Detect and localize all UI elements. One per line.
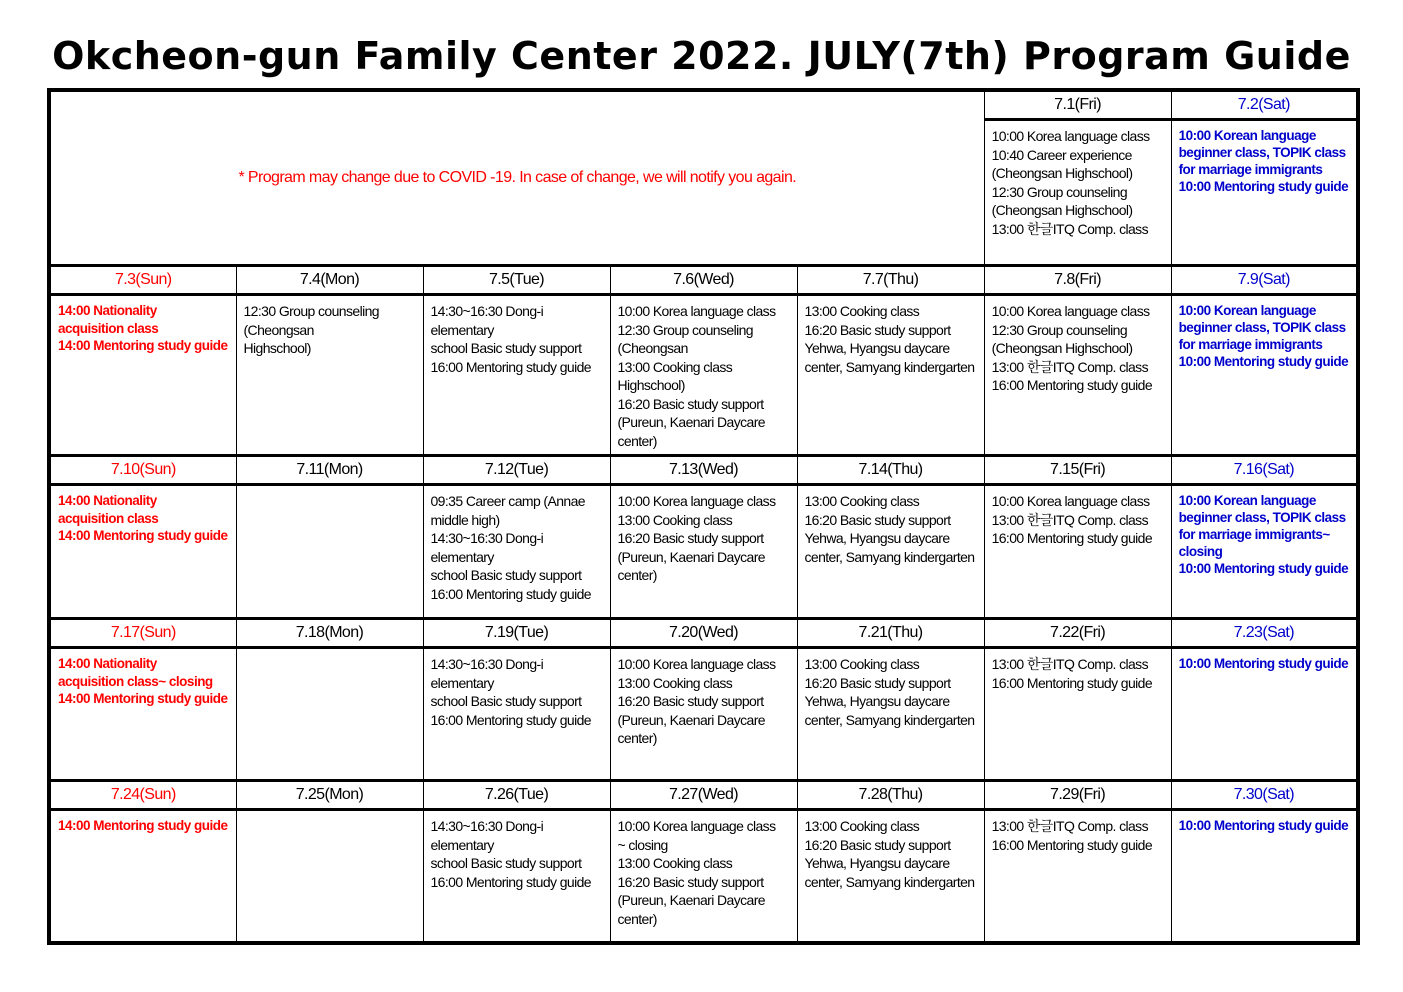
day-cell: [236, 810, 423, 943]
schedule-item: beginner class, TOPIK class: [1178, 320, 1346, 335]
schedule-item: 16:00 Mentoring study guide: [991, 836, 1153, 853]
date-header: 7.5(Tue): [423, 266, 610, 295]
schedule-list: [237, 649, 423, 659]
schedule-item: 10:00 Mentoring study guide: [1178, 656, 1349, 671]
schedule-item: Highschool): [243, 340, 311, 356]
day-cell: [797, 295, 984, 456]
day-cell: [423, 485, 610, 619]
day-cell: [1171, 810, 1358, 943]
schedule-item: 14:00 Mentoring study guide: [58, 818, 228, 833]
day-cell: [610, 485, 797, 619]
day-cell: [423, 648, 610, 781]
schedule-list: [51, 296, 236, 359]
schedule-list: [1172, 486, 1357, 581]
schedule-item: 16:00 Mentoring study guide: [991, 530, 1153, 546]
schedule-item: 12:30 Group counseling: [991, 183, 1128, 200]
date-header: 7.9(Sat): [1171, 266, 1358, 295]
date-header: 7.21(Thu): [797, 619, 984, 648]
date-header: 7.30(Sat): [1171, 781, 1358, 810]
schedule-item: (Cheongsan: [243, 321, 314, 338]
schedule-list: [985, 121, 1171, 242]
schedule-item: 10:00 Korea language class: [617, 303, 776, 319]
schedule-item: acquisition class: [58, 510, 159, 526]
schedule-item: 16:00 Mentoring study guide: [430, 711, 591, 728]
day-cell: [610, 810, 797, 943]
schedule-item: 13:00 Cooking class: [804, 656, 920, 672]
schedule-item: center, Samyang kindergarten: [804, 873, 975, 890]
schedule-list: [424, 486, 610, 607]
date-header: 7.13(Wed): [610, 456, 797, 485]
date-header: 7.3(Sun): [49, 266, 236, 295]
schedule-item: (Cheongsan Highschool): [991, 165, 1133, 181]
date-header: 7.16(Sat): [1171, 456, 1358, 485]
schedule-item: 16:00 Mentoring study guide: [991, 377, 1153, 393]
schedule-item: Yehwa, Hyangsu daycare: [804, 855, 950, 871]
schedule-item: 13:00 한글ITQ Comp. class: [991, 358, 1148, 375]
schedule-item: school Basic study support: [430, 340, 582, 356]
date-header: 7.24(Sun): [49, 781, 236, 810]
schedule-item: school Basic study support: [430, 855, 582, 871]
schedule-list: [985, 296, 1171, 399]
schedule-item: center, Samyang kindergarten: [804, 548, 975, 565]
schedule-item: (Pureun, Kaenari Daycare center): [617, 892, 765, 927]
schedule-item: center, Samyang kindergarten: [804, 358, 975, 375]
day-cell: [984, 295, 1171, 456]
day-cell: [49, 295, 236, 456]
covid-notice: * Program may change due to COVID -19. In case of change, we will notify you again.: [49, 90, 984, 266]
schedule-item: 14:30~16:30 Dong-i elementary: [430, 303, 544, 338]
schedule-item: closing: [1178, 544, 1223, 559]
schedule-item: (Pureun, Kaenari Daycare center): [617, 711, 765, 746]
date-header: 7.20(Wed): [610, 619, 797, 648]
schedule-item: 13:00 Cooking class: [617, 511, 733, 528]
schedule-list: [985, 649, 1171, 696]
schedule-item: school Basic study support: [430, 567, 582, 583]
schedule-item: acquisition class~ closing: [58, 673, 213, 689]
schedule-list: [611, 811, 797, 932]
page-title: Okcheon-gun Family Center 2022. JULY(7th) Program Guide: [52, 34, 1351, 78]
date-header: 7.28(Thu): [797, 781, 984, 810]
date-header: 7.22(Fri): [984, 619, 1171, 648]
schedule-item: 16:20 Basic study support: [804, 511, 951, 528]
day-cell: [610, 295, 797, 456]
schedule-item: 16:00 Mentoring study guide: [430, 358, 591, 375]
schedule-item: 16:20 Basic study support: [804, 321, 951, 338]
week-date-row: [49, 781, 1358, 810]
date-header: 7.26(Tue): [423, 781, 610, 810]
schedule-list: [611, 296, 797, 454]
schedule-list: [1172, 121, 1357, 199]
week-schedule-row: [49, 485, 1358, 619]
schedule-item: 14:30~16:30 Dong-i elementary: [430, 818, 544, 853]
day-cell: [984, 648, 1171, 781]
date-header: 7.1(Fri): [984, 90, 1171, 120]
day-cell: [1171, 295, 1358, 456]
schedule-list: [424, 811, 610, 895]
schedule-list: [1172, 649, 1357, 676]
schedule-list: [798, 649, 984, 733]
date-header: 7.29(Fri): [984, 781, 1171, 810]
week-date-row: [49, 456, 1358, 485]
date-header: 7.7(Thu): [797, 266, 984, 295]
schedule-list: [798, 486, 984, 570]
schedule-item: 10:00 Korea language class: [617, 656, 776, 672]
day-cell: [797, 810, 984, 943]
schedule-item: 10:00 Korean language: [1178, 493, 1316, 508]
schedule-item: 16:00 Mentoring study guide: [430, 585, 591, 602]
date-header: 7.6(Wed): [610, 266, 797, 295]
week-schedule-row: [49, 810, 1358, 943]
day-cell: [49, 810, 236, 943]
date-header: 7.14(Thu): [797, 456, 984, 485]
schedule-item: 16:20 Basic study support: [804, 674, 951, 691]
schedule-item: (Pureun, Kaenari Daycare center): [617, 548, 765, 583]
schedule-item: 13:00 Cooking class: [617, 674, 733, 691]
schedule-item: 10:00 Mentoring study guide: [1178, 354, 1349, 369]
schedule-list: [985, 486, 1171, 552]
schedule-item: 09:35 Career camp (Annae: [430, 493, 585, 509]
day-cell: [236, 295, 423, 456]
schedule-item: 10:00 Korea language class: [991, 303, 1150, 319]
day-cell: [236, 485, 423, 619]
schedule-item: for marriage immigrants~: [1178, 527, 1330, 542]
date-header: 7.17(Sun): [49, 619, 236, 648]
schedule-list: [51, 811, 236, 839]
schedule-list: [237, 811, 423, 821]
schedule-item: 13:00 Cooking class: [804, 303, 920, 319]
schedule-item: 16:00 Mentoring study guide: [991, 674, 1153, 691]
schedule-item: 16:20 Basic study support: [804, 836, 951, 853]
day-cell: [984, 485, 1171, 619]
schedule-item: 14:00 Nationality: [58, 303, 157, 318]
day-cell: [610, 648, 797, 781]
schedule-list: [237, 296, 423, 362]
schedule-item: Yehwa, Hyangsu daycare: [804, 530, 950, 546]
day-cell: [423, 810, 610, 943]
program-calendar: [47, 88, 1360, 945]
schedule-item: 13:00 한글ITQ Comp. class: [991, 511, 1148, 528]
day-cell: [236, 648, 423, 781]
schedule-item: 16:20 Basic study support: [617, 530, 764, 546]
schedule-item: Highschool): [617, 377, 685, 393]
schedule-item: 14:00 Mentoring study guide: [58, 528, 228, 543]
schedule-item: 14:30~16:30 Dong-i elementary: [430, 530, 544, 565]
day-cell: [1171, 120, 1358, 266]
schedule-item: (Cheongsan Highschool): [991, 340, 1133, 356]
schedule-list: [424, 296, 610, 380]
week-schedule-row: [49, 648, 1358, 781]
schedule-item: 10:00 Mentoring study guide: [1178, 561, 1349, 576]
date-header: 7.2(Sat): [1171, 90, 1358, 120]
schedule-item: 16:20 Basic study support: [617, 395, 764, 412]
schedule-item: ~ closing: [617, 836, 668, 853]
schedule-list: [51, 649, 236, 712]
date-header: 7.8(Fri): [984, 266, 1171, 295]
day-cell: [797, 485, 984, 619]
schedule-item: 12:30 Group counseling: [617, 321, 753, 338]
schedule-list: [1172, 811, 1357, 838]
schedule-item: 14:00 Nationality: [58, 656, 157, 671]
schedule-item: 10:40 Career experience: [991, 146, 1132, 163]
schedule-item: 13:00 한글ITQ Comp. class: [991, 818, 1148, 834]
schedule-item: 10:00 Korean language: [1178, 128, 1316, 143]
day-cell: [984, 120, 1171, 266]
schedule-item: 14:00 Nationality: [58, 493, 157, 508]
day-cell: [49, 485, 236, 619]
schedule-item: 16:20 Basic study support: [617, 693, 764, 709]
schedule-list: [51, 486, 236, 549]
date-header: 7.25(Mon): [236, 781, 423, 810]
schedule-list: [798, 296, 984, 380]
schedule-item: 13:00 한글ITQ Comp. class: [991, 656, 1148, 672]
date-header: 7.23(Sat): [1171, 619, 1358, 648]
schedule-item: center, Samyang kindergarten: [804, 711, 975, 728]
date-header: 7.10(Sun): [49, 456, 236, 485]
schedule-item: 13:00 Cooking class: [617, 855, 733, 871]
date-header: 7.15(Fri): [984, 456, 1171, 485]
schedule-list: [985, 811, 1171, 858]
date-header: 7.4(Mon): [236, 266, 423, 295]
schedule-item: beginner class, TOPIK class: [1178, 510, 1346, 525]
schedule-item: 16:20 Basic study support: [617, 873, 764, 890]
day-cell: [984, 810, 1171, 943]
schedule-item: 12:30 Group counseling: [243, 303, 379, 319]
schedule-item: Yehwa, Hyangsu daycare: [804, 340, 950, 356]
schedule-item: acquisition class: [58, 320, 159, 336]
schedule-item: 10:00 Korea language class: [617, 818, 776, 834]
schedule-item: 10:00 Korea language class: [991, 493, 1150, 509]
schedule-item: 12:30 Group counseling: [991, 321, 1128, 338]
schedule-list: [424, 649, 610, 733]
schedule-item: (Cheongsan Highschool): [991, 202, 1133, 218]
schedule-item: 10:00 Korea language class: [991, 128, 1150, 144]
schedule-item: 14:30~16:30 Dong-i elementary: [430, 656, 544, 691]
schedule-list: [798, 811, 984, 895]
day-cell: [1171, 648, 1358, 781]
schedule-list: [237, 486, 423, 496]
date-header: 7.19(Tue): [423, 619, 610, 648]
schedule-item: 13:00 Cooking class: [804, 818, 920, 834]
schedule-item: 13:00 Cooking class: [617, 358, 733, 375]
date-header: 7.11(Mon): [236, 456, 423, 485]
date-header: 7.18(Mon): [236, 619, 423, 648]
day-cell: [49, 648, 236, 781]
schedule-item: (Pureun, Kaenari Daycare center): [617, 414, 765, 449]
schedule-item: 16:00 Mentoring study guide: [430, 873, 591, 890]
schedule-item: for marriage immigrants: [1178, 162, 1323, 177]
schedule-item: 10:00 Mentoring study guide: [1178, 179, 1349, 194]
schedule-item: 10:00 Korean language: [1178, 303, 1316, 318]
schedule-item: 13:00 한글ITQ Comp. class: [991, 220, 1148, 237]
day-cell: [423, 295, 610, 456]
week-date-row: [49, 266, 1358, 295]
schedule-list: [1172, 296, 1357, 374]
schedule-item: 13:00 Cooking class: [804, 493, 920, 509]
schedule-item: 10:00 Mentoring study guide: [1178, 818, 1349, 833]
schedule-item: 14:00 Mentoring study guide: [58, 691, 228, 706]
schedule-item: (Cheongsan: [617, 340, 688, 356]
schedule-list: [611, 649, 797, 752]
date-header: 7.27(Wed): [610, 781, 797, 810]
date-header: 7.12(Tue): [423, 456, 610, 485]
schedule-item: 10:00 Korea language class: [617, 493, 776, 509]
week-schedule-row: [49, 295, 1358, 456]
schedule-item: school Basic study support: [430, 693, 582, 709]
schedule-item: for marriage immigrants: [1178, 337, 1323, 352]
schedule-item: 14:00 Mentoring study guide: [58, 338, 228, 353]
day-cell: [797, 648, 984, 781]
day-cell: [1171, 485, 1358, 619]
schedule-list: [611, 486, 797, 589]
schedule-item: middle high): [430, 511, 500, 528]
schedule-item: Yehwa, Hyangsu daycare: [804, 693, 950, 709]
schedule-item: beginner class, TOPIK class: [1178, 145, 1346, 160]
week-date-row: [49, 619, 1358, 648]
